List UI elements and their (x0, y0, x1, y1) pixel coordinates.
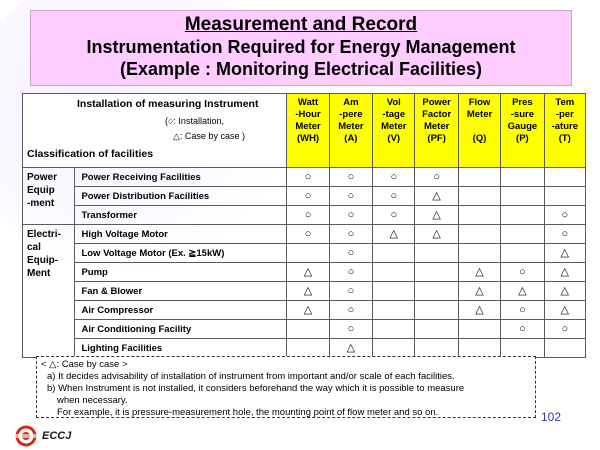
column-header-a: Am -pere Meter (A) (329, 94, 372, 168)
table-row (23, 282, 586, 301)
mark-cell (415, 282, 458, 301)
facility-name: Air Conditioning Facility (75, 320, 287, 339)
installation-label: Installation of measuring Instrument (77, 98, 259, 110)
mark-cell: ○ (329, 301, 372, 320)
mark-cell: ○ (373, 206, 415, 225)
eccj-logo-icon (14, 425, 38, 447)
mark-cell (501, 187, 544, 206)
column-header-t: Tem -per -ature (T) (544, 94, 585, 168)
table-row (23, 320, 586, 339)
mark-cell (501, 225, 544, 244)
mark-cell: ○ (329, 282, 372, 301)
mark-cell: ○ (501, 263, 544, 282)
mark-cell: △ (415, 187, 458, 206)
legend-installation: (○: Installation, (165, 116, 224, 126)
mark-cell: △ (544, 244, 585, 263)
mark-cell: △ (501, 282, 544, 301)
mark-cell (458, 225, 500, 244)
note-item-b: b) When Instrument is not installed, it considers beforehand the way which it is possible to measure (47, 383, 465, 394)
facility-name: High Voltage Motor (75, 225, 287, 244)
mark-cell: △ (287, 263, 329, 282)
table-row (23, 225, 586, 244)
mark-cell (458, 339, 500, 358)
mark-cell (458, 320, 500, 339)
column-header-wh: Watt -Hour Meter (WH) (287, 94, 329, 168)
mark-cell (415, 320, 458, 339)
mark-cell (458, 187, 500, 206)
mark-cell (415, 263, 458, 282)
mark-cell (501, 244, 544, 263)
mark-cell (501, 339, 544, 358)
header-corner (23, 94, 287, 168)
column-header-pf: Power Factor Meter (PF) (415, 94, 458, 168)
mark-cell: ○ (373, 168, 415, 187)
mark-cell (287, 244, 329, 263)
mark-cell: ○ (544, 206, 585, 225)
page-number: 102 (541, 410, 562, 424)
table-row (23, 301, 586, 320)
legend-case-by-case: △: Case by case ) (173, 131, 245, 141)
mark-cell: △ (458, 263, 500, 282)
mark-cell: △ (415, 206, 458, 225)
column-header-q: Flow Meter (Q) (458, 94, 500, 168)
mark-cell (373, 320, 415, 339)
mark-cell (544, 187, 585, 206)
slide-title (30, 10, 572, 86)
mark-cell (415, 339, 458, 358)
mark-cell: ○ (329, 320, 372, 339)
table-row (23, 244, 586, 263)
instrumentation-table (22, 93, 586, 358)
table-row (23, 263, 586, 282)
facility-name: Transformer (75, 206, 287, 225)
mark-cell: △ (287, 301, 329, 320)
mark-cell: ○ (544, 225, 585, 244)
column-header-v: Vol -tage Meter (V) (373, 94, 415, 168)
mark-cell: ○ (287, 225, 329, 244)
title-line-2: Instrumentation Required for Energy Management (86, 37, 516, 57)
mark-cell: ○ (287, 187, 329, 206)
mark-cell: ○ (501, 320, 544, 339)
mark-cell: ○ (287, 168, 329, 187)
header-row (23, 94, 586, 168)
title-line-1: Measurement and Record (184, 14, 418, 35)
facility-name: Pump (75, 263, 287, 282)
category-electrical-equipment: Electri- cal Equip- Ment (23, 225, 75, 358)
mark-cell (544, 168, 585, 187)
mark-cell: ○ (415, 168, 458, 187)
mark-cell: △ (415, 225, 458, 244)
column-header-p: Pres -sure Gauge (P) (501, 94, 544, 168)
mark-cell (373, 301, 415, 320)
mark-cell: △ (329, 339, 372, 358)
mark-cell (501, 168, 544, 187)
facility-name: Lighting Facilities (75, 339, 287, 358)
facility-name: Power Receiving Facilities (75, 168, 287, 187)
mark-cell: ○ (329, 244, 372, 263)
mark-cell: ○ (329, 206, 372, 225)
mark-cell: ○ (373, 187, 415, 206)
table-row (23, 206, 586, 225)
mark-cell (287, 339, 329, 358)
mark-cell: ○ (329, 225, 372, 244)
mark-cell (415, 244, 458, 263)
mark-cell (373, 244, 415, 263)
mark-cell: △ (458, 282, 500, 301)
note-item-a: a) It decides advisability of installation of instrument from important and/or scale of each facilities. (47, 371, 455, 382)
case-by-case-note (36, 356, 536, 418)
facility-name: Low Voltage Motor (Ex. ≧15kW) (75, 244, 287, 263)
category-power-equipment: Power Equip -ment (23, 168, 75, 225)
mark-cell: ○ (329, 168, 372, 187)
mark-cell: △ (458, 301, 500, 320)
mark-cell: △ (373, 225, 415, 244)
mark-cell (373, 339, 415, 358)
mark-cell (373, 263, 415, 282)
mark-cell (458, 206, 500, 225)
mark-cell: △ (544, 282, 585, 301)
note-heading: < △: Case by case > (41, 359, 128, 370)
title-line-3: (Example : Monitoring Electrical Facilities) (119, 59, 483, 79)
table-row (23, 187, 586, 206)
facility-name: Fan & Blower (75, 282, 287, 301)
logo-text: ECCJ (42, 430, 72, 442)
mark-cell (458, 244, 500, 263)
mark-cell: △ (544, 301, 585, 320)
table-row (23, 168, 586, 187)
classification-label: Classification of facilities (27, 148, 154, 160)
note-item-b-example: For example, it is pressure-measurement hole, the mounting point of flow meter and so on. (57, 407, 439, 418)
mark-cell: △ (287, 282, 329, 301)
note-item-b-cont: when necessary. (57, 395, 128, 406)
mark-cell (415, 301, 458, 320)
facility-name: Air Compressor (75, 301, 287, 320)
facility-name: Power Distribution Facilities (75, 187, 287, 206)
mark-cell: △ (544, 263, 585, 282)
mark-cell: ○ (501, 301, 544, 320)
mark-cell: ○ (329, 263, 372, 282)
mark-cell (458, 168, 500, 187)
mark-cell: ○ (287, 206, 329, 225)
mark-cell (373, 282, 415, 301)
mark-cell (501, 206, 544, 225)
mark-cell: ○ (329, 187, 372, 206)
mark-cell (287, 320, 329, 339)
table-row (23, 339, 586, 358)
mark-cell (544, 339, 585, 358)
mark-cell: ○ (544, 320, 585, 339)
